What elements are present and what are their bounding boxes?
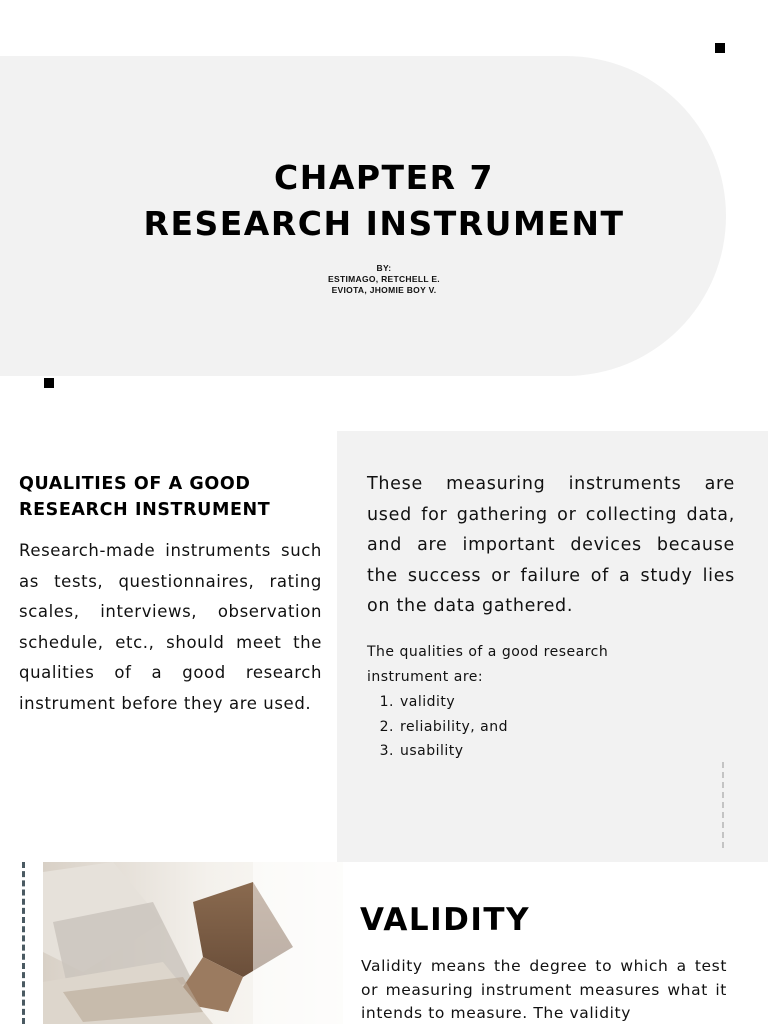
author-2: EVIOTA, JHOMIE BOY V. [331, 285, 437, 295]
qualities-lead: The qualities of a good research instrument are: [367, 644, 609, 685]
qualities-heading-line2: RESEARCH INSTRUMENT [19, 500, 271, 520]
byline [0, 263, 768, 296]
decorative-square-top-right [715, 43, 725, 53]
author-1: ESTIMAGO, RETCHELL E. [328, 274, 440, 284]
list-text: usability [400, 743, 464, 759]
list-number: 1. [379, 694, 394, 710]
list-text: reliability, and [400, 718, 508, 735]
qualities-body: Research-made instruments such as tests, questionnaires, rating scales, interviews, observation schedule, etc., should meet the qualities of a good research instrument before they are used. [19, 541, 322, 713]
decorative-dashed-line-left [22, 862, 25, 1024]
validity-body: Validity means the degree to which a test or measuring instrument measures what it intends to measure. The validity [361, 957, 727, 1022]
desk-photo [43, 862, 343, 1024]
validity-heading: VALIDITY [360, 902, 531, 938]
byline-label: BY: [376, 263, 392, 273]
decorative-square-left [44, 378, 54, 388]
decorative-dashed-line-right [722, 762, 724, 848]
cover-title [0, 155, 768, 247]
list-item [367, 715, 508, 740]
list-item [367, 690, 508, 715]
cover-title-line2: RESEARCH INSTRUMENT [143, 204, 625, 243]
qualities-heading-line1: QUALITIES OF A GOOD [19, 474, 251, 494]
list-number: 3. [379, 743, 394, 759]
list-text: validity [400, 694, 456, 710]
instruments-intro: These measuring instruments are used for gathering or collecting data, and are important devices because the success or failure of a study lies on the data gathered. [367, 474, 735, 616]
cover-title-line1: CHAPTER 7 [274, 158, 494, 197]
desk-photo-illustration [43, 862, 343, 1024]
list-item [367, 739, 508, 764]
list-number: 2. [379, 718, 394, 735]
qualities-list [367, 690, 508, 764]
qualities-heading [19, 471, 329, 523]
